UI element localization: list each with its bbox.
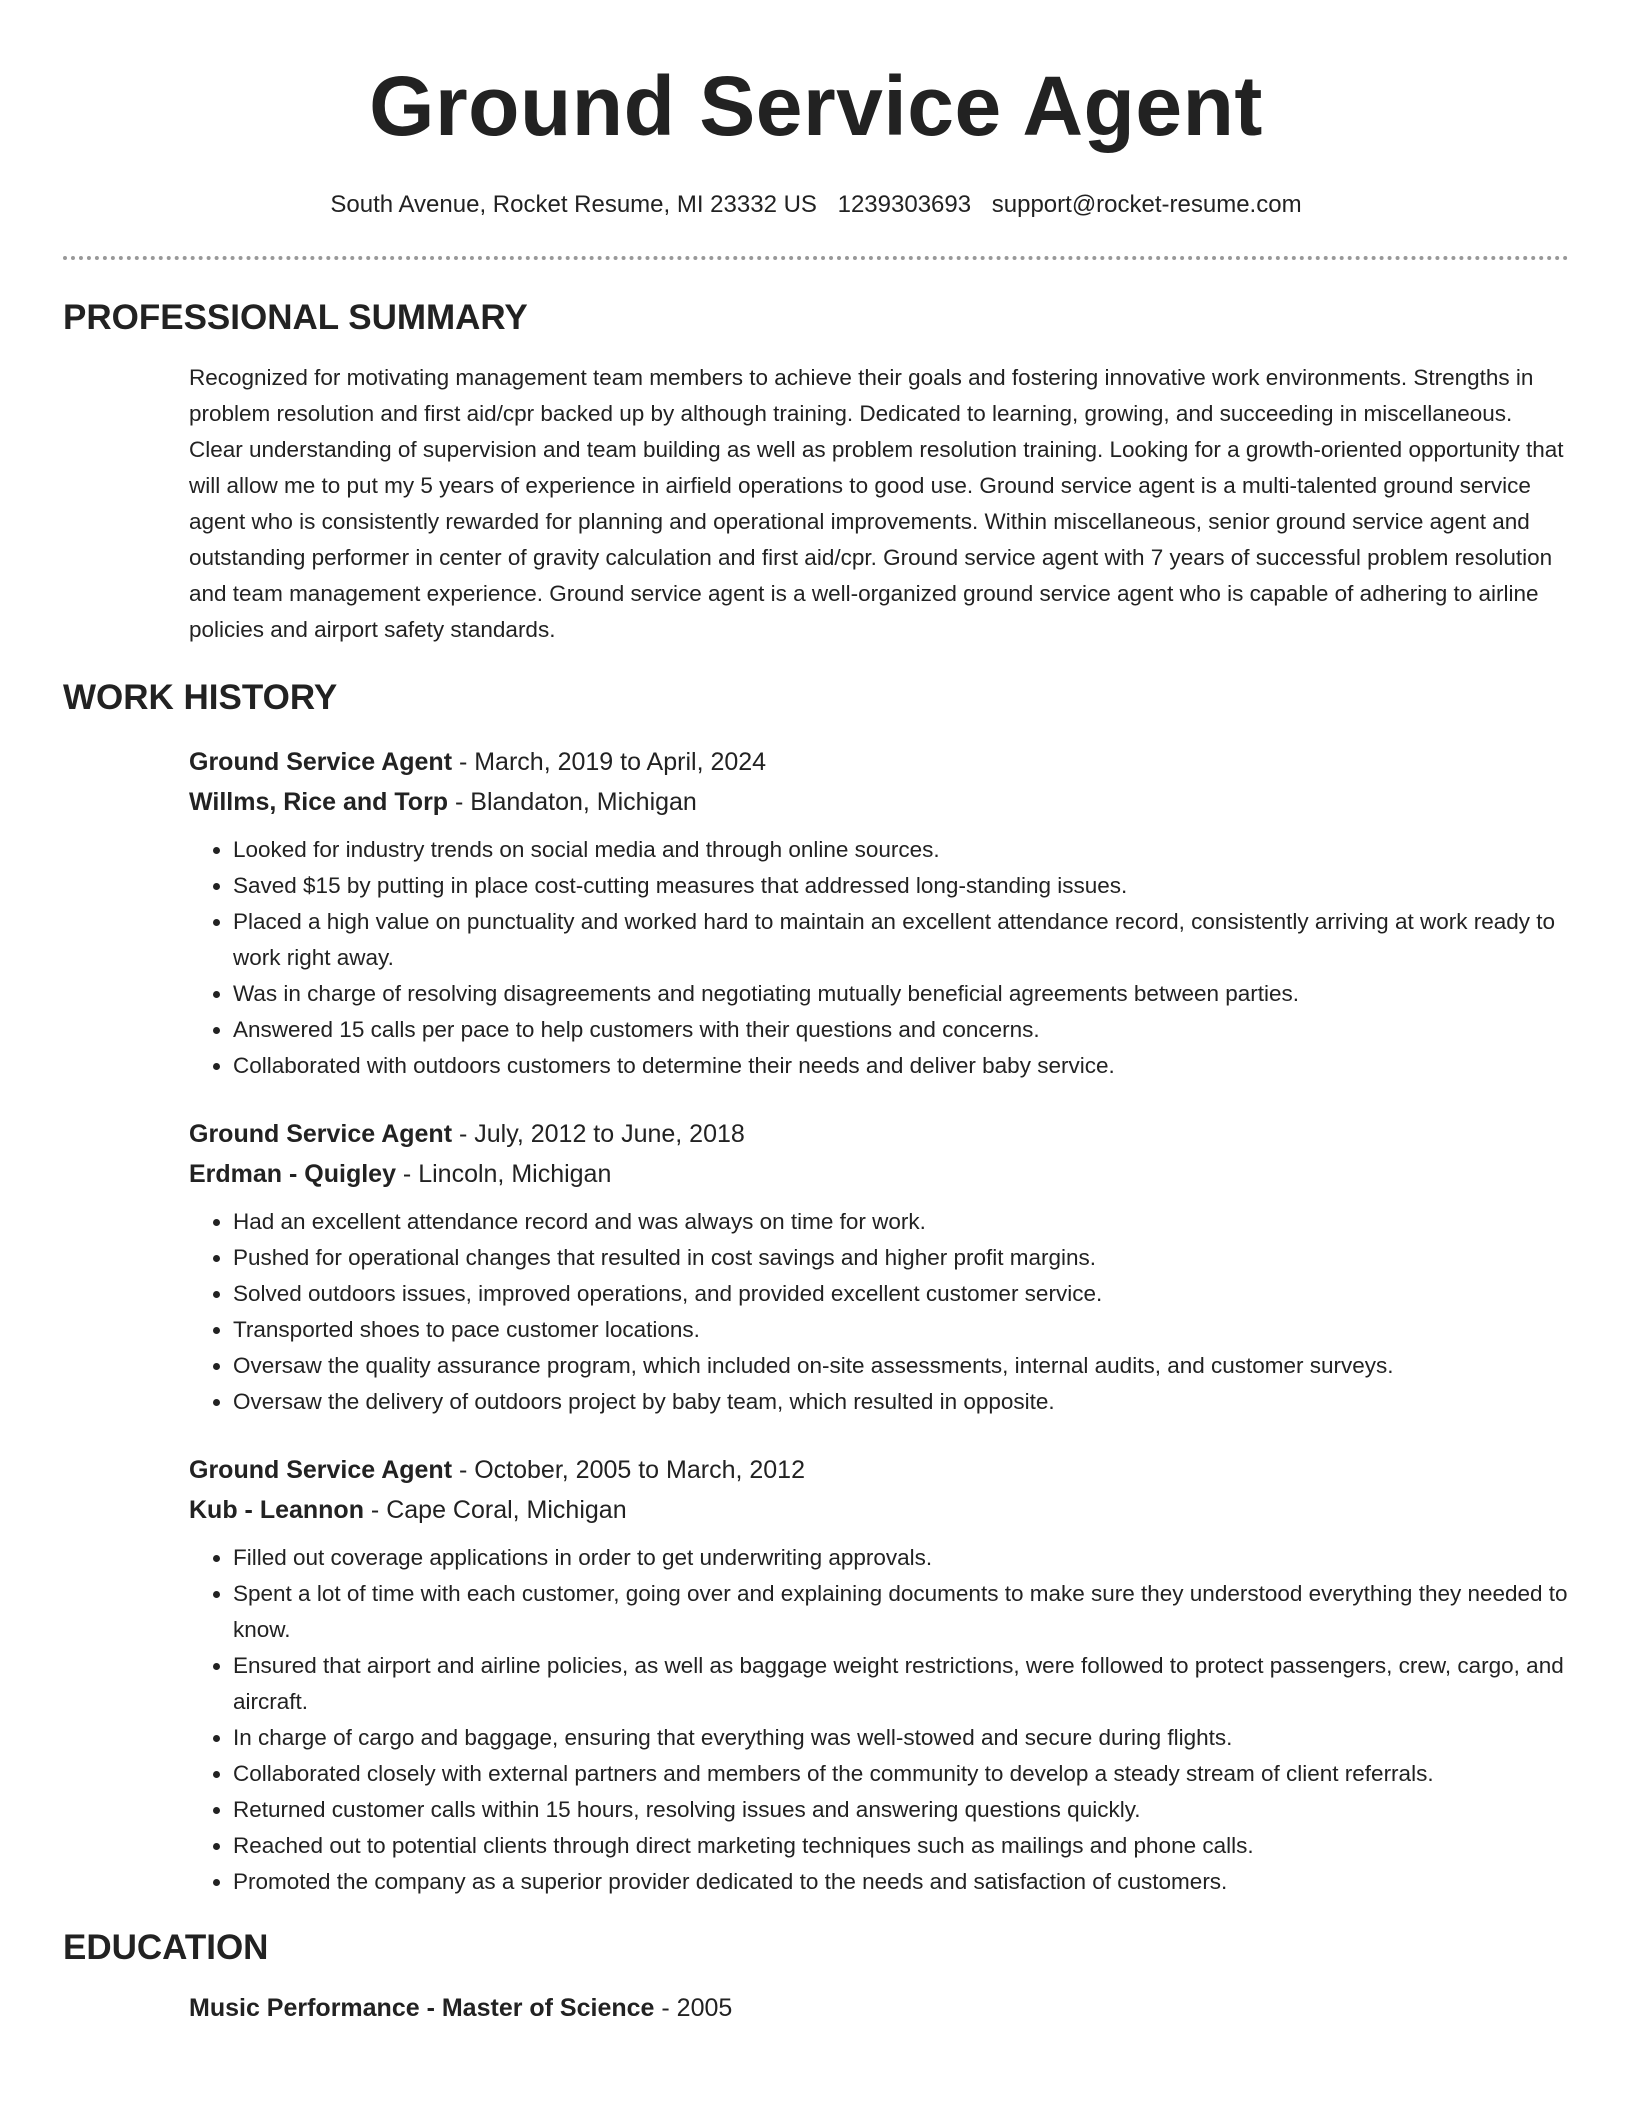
header-divider <box>63 256 1569 260</box>
address: South Avenue, Rocket Resume, MI 23332 US <box>330 191 817 218</box>
job-bullet: • Transported shoes to pace customer locations. <box>233 1312 1569 1348</box>
work-history-heading: WORK HISTORY <box>63 678 338 717</box>
resume-header <box>0 0 1632 220</box>
job-dates: - March, 2019 to April, 2024 <box>452 748 767 776</box>
job-bullets <box>189 832 1569 1084</box>
job-bullet: • Saved $15 by putting in place cost-cutting measures that addressed long-standing issues. <box>233 868 1569 904</box>
job-location: - Lincoln, Michigan <box>395 1160 612 1188</box>
education-entry <box>189 1988 1569 2028</box>
job-bullet: • Promoted the company as a superior provider dedicated to the needs and satisfaction of customers. <box>233 1864 1569 1900</box>
phone: 1239303693 <box>837 191 972 218</box>
job-bullet: • Reached out to potential clients through direct marketing techniques such as mailings and phone calls. <box>233 1828 1569 1864</box>
job-role: Ground Service Agent <box>189 1456 453 1484</box>
job-role: Ground Service Agent <box>189 748 453 776</box>
job-bullet: • Oversaw the quality assurance program, which included on-site assessments, internal audits, and customer surveys. <box>233 1348 1569 1384</box>
job-bullet: • Answered 15 calls per pace to help customers with their questions and concerns. <box>233 1012 1569 1048</box>
job-company-line <box>189 782 1569 822</box>
job-bullet: • Filled out coverage applications in order to get underwriting approvals. <box>233 1540 1569 1576</box>
job-bullets <box>189 1204 1569 1420</box>
job-bullet: • In charge of cargo and baggage, ensuring that everything was well-stowed and secure during flights. <box>233 1720 1569 1756</box>
job-bullet: • Oversaw the delivery of outdoors project by baby team, which resulted in opposite. <box>233 1384 1569 1420</box>
job-bullet: • Returned customer calls within 15 hours, resolving issues and answering questions quickly. <box>233 1792 1569 1828</box>
job-bullet: • Collaborated with outdoors customers to determine their needs and deliver baby service. <box>233 1048 1569 1084</box>
job-company-line <box>189 1490 1569 1530</box>
job-location: - Cape Coral, Michigan <box>363 1496 627 1524</box>
job-company: Willms, Rice and Torp <box>189 788 449 816</box>
job-dates: - October, 2005 to March, 2012 <box>452 1456 805 1484</box>
job-bullets <box>189 1540 1569 1900</box>
job-title-line <box>189 742 1569 782</box>
job-company-line <box>189 1154 1569 1194</box>
job-bullet: • Had an excellent attendance record and was always on time for work. <box>233 1204 1569 1240</box>
job-bullet: • Looked for industry trends on social media and through online sources. <box>233 832 1569 868</box>
job-location: - Blandaton, Michigan <box>448 788 697 816</box>
contact-line <box>0 190 1632 220</box>
job-bullet: • Was in charge of resolving disagreements and negotiating mutually beneficial agreements between parties. <box>233 976 1569 1012</box>
job-bullet: • Pushed for operational changes that resulted in cost savings and higher profit margins. <box>233 1240 1569 1276</box>
job-entry <box>189 742 1569 1084</box>
job-entry <box>189 1114 1569 1420</box>
job-bullet: • Placed a high value on punctuality and worked hard to maintain an excellent attendance record, consistently arriving at work ready to work right away. <box>233 904 1569 976</box>
job-bullet: • Collaborated closely with external partners and members of the community to develop a steady stream of client referrals. <box>233 1756 1569 1792</box>
job-bullet: • Solved outdoors issues, improved operations, and provided excellent customer service. <box>233 1276 1569 1312</box>
email: support@rocket-resume.com <box>991 191 1302 218</box>
job-role: Ground Service Agent <box>189 1120 453 1148</box>
job-entry <box>189 1450 1569 1900</box>
job-company: Erdman - Quigley <box>189 1160 396 1188</box>
education-year: - 2005 <box>654 1994 733 2022</box>
job-bullet: • Ensured that airport and airline policies, as well as baggage weight restrictions, were followed to protect passengers, crew, cargo, and aircraft. <box>233 1648 1569 1720</box>
job-title-line <box>189 1114 1569 1154</box>
job-title-line <box>189 1450 1569 1490</box>
candidate-name: Ground Service Agent <box>369 59 1263 153</box>
summary-heading: PROFESSIONAL SUMMARY <box>63 298 528 337</box>
job-company: Kub - Leannon <box>189 1496 364 1524</box>
job-bullet: • Spent a lot of time with each customer, going over and explaining documents to make sure they understood everything they needed to know. <box>233 1576 1569 1648</box>
education-degree: Music Performance - Master of Science <box>189 1994 655 2022</box>
education-heading: EDUCATION <box>63 1928 269 1967</box>
summary-text: Recognized for motivating management team members to achieve their goals and fostering innovative work environments. Strengths in problem resolution and first aid/cpr backed up by although training. Dedicated to learning, growing, and succeeding in miscellaneous. Clear understanding of supervision and team building as well as problem resolution training. Looking for a growth-oriented opportunity that will allow me to put my 5 years of experience in airfield operations to good use. Ground service agent is a multi-talented ground service agent who is consistently rewarded for planning and operational improvements. Within miscellaneous, senior ground service agent and outstanding performer in center of gravity calculation and first aid/cpr. Ground service agent with 7 years of successful problem resolution and team management experience. Ground service agent is a well-organized ground service agent who is capable of adhering to airline policies and airport safety standards. <box>189 365 1564 642</box>
job-dates: - July, 2012 to June, 2018 <box>452 1120 745 1148</box>
